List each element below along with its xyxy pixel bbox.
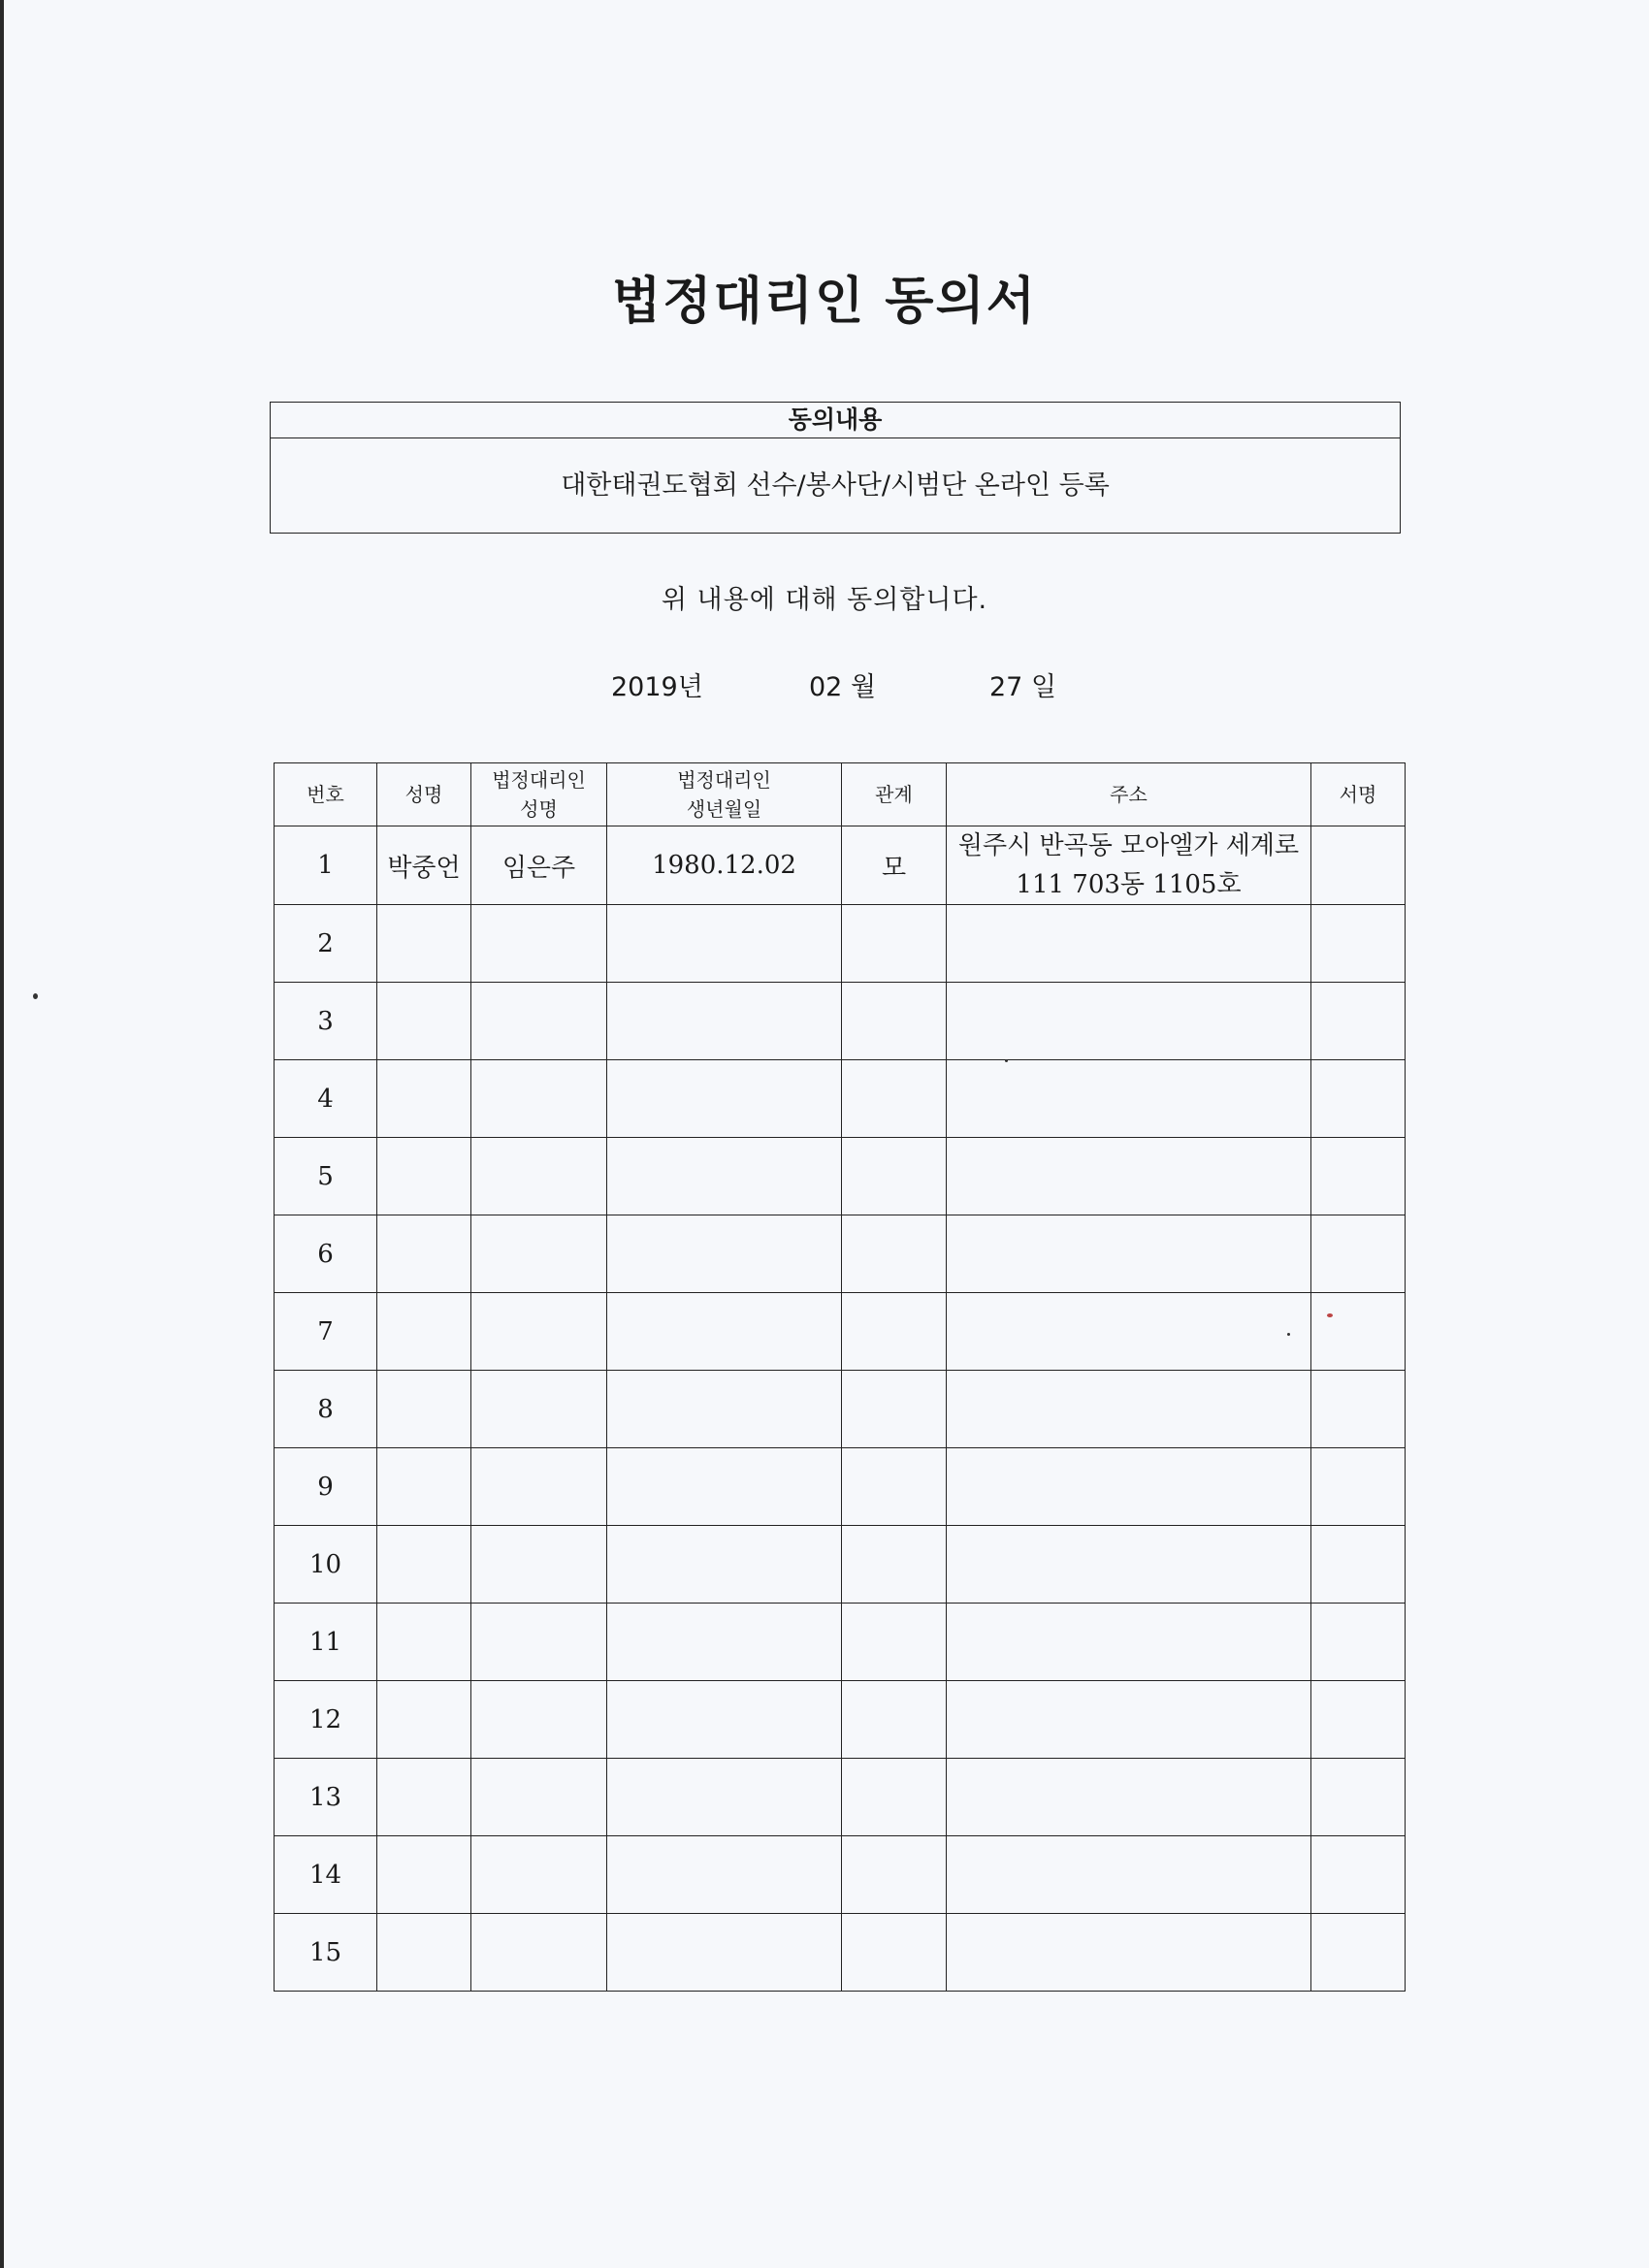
table-row bbox=[275, 1371, 1406, 1448]
row-address bbox=[947, 1914, 1311, 1992]
row-no: 12 bbox=[275, 1681, 377, 1759]
row-relation bbox=[842, 1371, 947, 1448]
row-no: 8 bbox=[275, 1371, 377, 1448]
consent-box bbox=[270, 402, 1401, 534]
header-no: 번호 bbox=[275, 763, 377, 826]
row-address bbox=[947, 1836, 1311, 1914]
row-rep-name bbox=[471, 1060, 607, 1138]
row-rep-birth: 1980.12.02 bbox=[607, 826, 842, 905]
row-relation bbox=[842, 1448, 947, 1526]
row-rep-name bbox=[471, 1604, 607, 1681]
row-address bbox=[947, 1759, 1311, 1836]
row-no: 3 bbox=[275, 983, 377, 1060]
row-no: 9 bbox=[275, 1448, 377, 1526]
consent-body: 대한태권도협회 선수/봉사단/시범단 온라인 등록 bbox=[561, 470, 1110, 501]
table-row bbox=[275, 1759, 1406, 1836]
date-day: 27 일 bbox=[989, 672, 1057, 702]
row-name bbox=[377, 1604, 471, 1681]
row-signature bbox=[1311, 905, 1406, 983]
row-no: 5 bbox=[275, 1138, 377, 1215]
row-address bbox=[947, 1060, 1311, 1138]
guardian-table bbox=[274, 762, 1406, 1992]
row-no: 6 bbox=[275, 1215, 377, 1293]
row-signature bbox=[1311, 1836, 1406, 1914]
table-row bbox=[275, 1293, 1406, 1371]
row-rep-birth bbox=[607, 1371, 842, 1448]
row-rep-birth bbox=[607, 1060, 842, 1138]
row-name bbox=[377, 1914, 471, 1992]
row-name bbox=[377, 1681, 471, 1759]
row-name: 박중언 bbox=[377, 826, 471, 905]
row-name bbox=[377, 1836, 471, 1914]
row-name bbox=[377, 1371, 471, 1448]
date-year: 2019년 bbox=[611, 672, 703, 702]
row-relation: 모 bbox=[842, 826, 947, 905]
row-relation bbox=[842, 1836, 947, 1914]
row-address bbox=[947, 1604, 1311, 1681]
table-row bbox=[275, 1914, 1406, 1992]
row-signature bbox=[1311, 1215, 1406, 1293]
row-name bbox=[377, 1759, 471, 1836]
table-row bbox=[275, 1448, 1406, 1526]
row-rep-name bbox=[471, 1215, 607, 1293]
row-rep-name bbox=[471, 1448, 607, 1526]
row-rep-name bbox=[471, 1759, 607, 1836]
row-signature bbox=[1311, 1138, 1406, 1215]
row-signature bbox=[1311, 1060, 1406, 1138]
row-rep-name bbox=[471, 1371, 607, 1448]
row-signature bbox=[1311, 1526, 1406, 1604]
row-no: 2 bbox=[275, 905, 377, 983]
row-rep-birth bbox=[607, 1836, 842, 1914]
row-rep-name bbox=[471, 1138, 607, 1215]
row-signature bbox=[1311, 1448, 1406, 1526]
scan-speck bbox=[1287, 1333, 1290, 1336]
row-signature bbox=[1311, 983, 1406, 1060]
row-signature bbox=[1311, 1914, 1406, 1992]
header-signature: 서명 bbox=[1311, 763, 1406, 826]
row-signature bbox=[1311, 1759, 1406, 1836]
row-address bbox=[947, 983, 1311, 1060]
row-signature bbox=[1311, 826, 1406, 905]
row-rep-name bbox=[471, 1914, 607, 1992]
row-address bbox=[947, 1293, 1311, 1371]
table-row bbox=[275, 1138, 1406, 1215]
row-relation bbox=[842, 983, 947, 1060]
table-header-row bbox=[275, 763, 1406, 826]
header-rep-name-line1: 법정대리인 bbox=[492, 768, 586, 792]
row-no: 7 bbox=[275, 1293, 377, 1371]
row-rep-name bbox=[471, 1681, 607, 1759]
row-rep-name bbox=[471, 905, 607, 983]
row-no: 4 bbox=[275, 1060, 377, 1138]
row-rep-birth bbox=[607, 905, 842, 983]
row-name bbox=[377, 1293, 471, 1371]
row-address bbox=[947, 1448, 1311, 1526]
row-no: 10 bbox=[275, 1526, 377, 1604]
row-relation bbox=[842, 1526, 947, 1604]
header-relation: 관계 bbox=[842, 763, 947, 826]
table-row bbox=[275, 1604, 1406, 1681]
scan-speck bbox=[1005, 1059, 1008, 1062]
row-address bbox=[947, 1371, 1311, 1448]
table-row bbox=[275, 1681, 1406, 1759]
row-address bbox=[947, 1681, 1311, 1759]
row-relation bbox=[842, 905, 947, 983]
scan-speck bbox=[33, 993, 38, 999]
row-no: 1 bbox=[275, 826, 377, 905]
row-relation bbox=[842, 1681, 947, 1759]
header-name: 성명 bbox=[377, 763, 471, 826]
table-row bbox=[275, 1060, 1406, 1138]
row-address: 원주시 반곡동 모아엘가 세계로 111 703동 1105호 bbox=[947, 826, 1311, 905]
row-relation bbox=[842, 1604, 947, 1681]
header-rep-name-line2: 성명 bbox=[520, 797, 558, 821]
row-name bbox=[377, 905, 471, 983]
row-signature bbox=[1311, 1371, 1406, 1448]
row-rep-name bbox=[471, 1526, 607, 1604]
row-address bbox=[947, 905, 1311, 983]
header-rep-name bbox=[471, 763, 607, 826]
row-relation bbox=[842, 1138, 947, 1215]
row-signature bbox=[1311, 1293, 1406, 1371]
date-month: 02 월 bbox=[809, 672, 877, 702]
table-row bbox=[275, 1526, 1406, 1604]
row-relation bbox=[842, 1215, 947, 1293]
row-name bbox=[377, 1448, 471, 1526]
header-rep-birth-line2: 생년월일 bbox=[686, 797, 762, 821]
row-relation bbox=[842, 1293, 947, 1371]
row-rep-name bbox=[471, 983, 607, 1060]
row-rep-name bbox=[471, 1293, 607, 1371]
row-rep-birth bbox=[607, 1526, 842, 1604]
row-rep-birth bbox=[607, 1215, 842, 1293]
row-name bbox=[377, 1526, 471, 1604]
document-title: 법정대리인 동의서 bbox=[612, 272, 1037, 331]
row-address bbox=[947, 1215, 1311, 1293]
row-relation bbox=[842, 1914, 947, 1992]
row-rep-name bbox=[471, 1836, 607, 1914]
row-rep-birth bbox=[607, 1604, 842, 1681]
header-rep-birth-line1: 법정대리인 bbox=[677, 768, 771, 792]
row-relation bbox=[842, 1759, 947, 1836]
row-rep-birth bbox=[607, 1138, 842, 1215]
row-rep-birth bbox=[607, 1914, 842, 1992]
row-rep-birth bbox=[607, 1681, 842, 1759]
row-rep-birth bbox=[607, 1293, 842, 1371]
row-name bbox=[377, 1215, 471, 1293]
consent-header: 동의내용 bbox=[271, 403, 1400, 438]
row-no: 13 bbox=[275, 1759, 377, 1836]
row-rep-birth bbox=[607, 1448, 842, 1526]
scan-speck bbox=[1327, 1313, 1333, 1317]
row-name bbox=[377, 983, 471, 1060]
row-signature bbox=[1311, 1681, 1406, 1759]
row-name bbox=[377, 1060, 471, 1138]
table-row bbox=[275, 826, 1406, 905]
header-rep-birth bbox=[607, 763, 842, 826]
table-row bbox=[275, 1215, 1406, 1293]
row-address bbox=[947, 1138, 1311, 1215]
row-no: 14 bbox=[275, 1836, 377, 1914]
row-signature bbox=[1311, 1604, 1406, 1681]
row-relation bbox=[842, 1060, 947, 1138]
row-name bbox=[377, 1138, 471, 1215]
table-row bbox=[275, 983, 1406, 1060]
table-row bbox=[275, 1836, 1406, 1914]
row-rep-birth bbox=[607, 983, 842, 1060]
row-rep-name: 임은주 bbox=[471, 826, 607, 905]
row-no: 15 bbox=[275, 1914, 377, 1992]
row-address bbox=[947, 1526, 1311, 1604]
table-row bbox=[275, 905, 1406, 983]
row-no: 11 bbox=[275, 1604, 377, 1681]
scan-edge bbox=[0, 0, 4, 2268]
header-address: 주소 bbox=[947, 763, 1311, 826]
row-rep-birth bbox=[607, 1759, 842, 1836]
agreement-statement: 위 내용에 대해 동의합니다. bbox=[661, 585, 988, 615]
